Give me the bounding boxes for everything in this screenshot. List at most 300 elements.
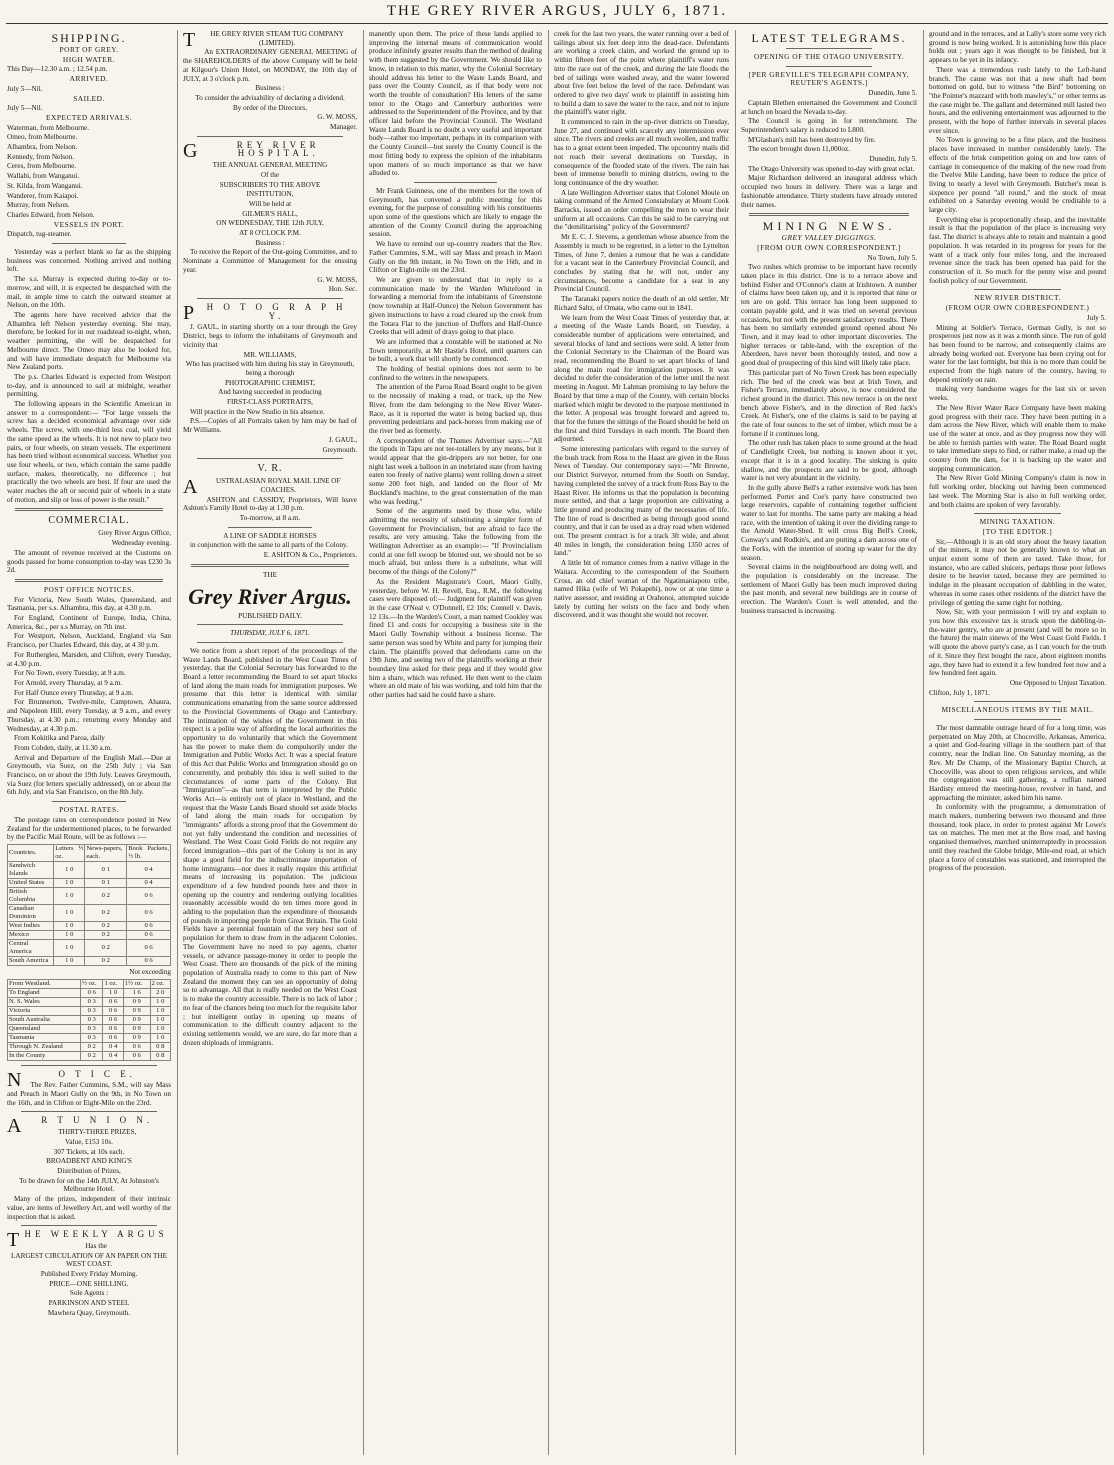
photography-ps: P.S.—Copies of all Portraits taken by him may be had of Mr Williams. bbox=[183, 417, 357, 435]
new-river-dateline: July 5. bbox=[1086, 313, 1106, 322]
telegrams-source: [PER GREVILLE'S TELEGRAPH COMPANY, REUTER'S AGENTS.] bbox=[748, 69, 910, 88]
vessels-text: Dispatch, tug-steamer. bbox=[7, 230, 72, 239]
list-item: Ceres, from Melbourne. bbox=[7, 162, 77, 171]
column-6 bbox=[929, 30, 1106, 1458]
table-cell: 0 2 bbox=[80, 1042, 103, 1051]
drop-cap: P bbox=[183, 301, 195, 324]
table-header-cell: 2 oz. bbox=[150, 979, 170, 988]
column-5 bbox=[741, 30, 917, 1458]
table-cell: 0 2 bbox=[85, 921, 127, 930]
paragraph: In conformity with the programme, a demonstration of match makers, numbering between two thousand and three thousand, took place, in order to protest against Mr Lowe's tax on matches. The men met at the Bow road, and having organised themselves, marched uninterruptedly in procession until they reached the Globe bridge, Mile-end road, at which place a force of constables was stationed, and interrupted the progress of the procession. bbox=[929, 803, 1106, 873]
paragraph: creek for the last two years, the water running over a bed of tailings about six feet deep into the dead-race. Defendants are working a creek claim, and worked the ground up to within fifteen feet of the point where plaintiff's water runs into the race out of the creek, and during the late floods the bed of tailings were washed away, and the water lowered about five feet below the level of the race. Defendant was ordered to give two days' work to plaintiff in assisting him to build a dam to save the water to the race, and not to injure the plaintiff's water right. bbox=[554, 30, 729, 117]
hospital-text: To receive the Report of the Out-going Committee, and to Nominate a Committee of Management for the ensuing year. bbox=[183, 248, 357, 274]
table-cell: 0 9 bbox=[123, 1015, 150, 1024]
list-item: Wanderer, from Kaiapoi. bbox=[7, 191, 79, 200]
table-row bbox=[8, 1042, 171, 1051]
table-cell: 1 0 bbox=[150, 1006, 170, 1015]
column-divider bbox=[548, 30, 549, 1455]
table-row bbox=[8, 930, 171, 939]
list-item: Wallabi, from Wanganui. bbox=[7, 172, 80, 181]
arrived-label: ARRIVED. bbox=[69, 74, 109, 84]
hospital-business-label: Business : bbox=[255, 238, 285, 247]
paragraph: For Victoria, New South Wales, Queensland, and Tasmania, per s.s. Alhambra, this day, at 4.30 p.m. bbox=[7, 595, 171, 613]
table-cell: Sandwich Islands bbox=[8, 861, 54, 878]
table-cell: 0 6 bbox=[103, 1024, 123, 1033]
art-union-tickets: 307 Tickets, at 10s each. bbox=[53, 1147, 125, 1156]
paragraph: In the gully above Bell's a rather extensive work has been performed. Porter and Coe's party have constructed two large reservoirs, capable of containing together sufficient water to last for months. The same party are making a head race, with the intention of taking it over the dividing range to the Arnold Water-Shed. It will cross Big Bell's Creek, Conway's and Rodkin's, and are putting a dam across one of the Forks, with the intention of storing up water for the dry season. bbox=[741, 483, 917, 562]
commercial-heading: COMMERCIAL. bbox=[48, 515, 130, 527]
table-cell: West Indies bbox=[8, 921, 54, 930]
photography-text-4: Will practice in the New Studio in his absence. bbox=[190, 407, 325, 416]
table-cell: 0 6 bbox=[127, 939, 171, 956]
list-item: Charles Edward, from Nelson. bbox=[7, 210, 95, 219]
table-cell: 0 4 bbox=[103, 1042, 123, 1051]
tug-signature: G. W. MOSS, bbox=[317, 113, 357, 122]
drop-cap: A bbox=[183, 476, 198, 499]
masthead: THE GREY RIVER ARGUS, JULY 6, 1871. bbox=[386, 2, 728, 19]
table-header-cell: Book Packets, ½ lb. bbox=[128, 844, 169, 860]
divider bbox=[197, 642, 343, 643]
drop-cap: T bbox=[7, 1229, 20, 1252]
divider bbox=[974, 719, 1061, 720]
weekly-address: Mawhera Quay, Greymouth. bbox=[47, 1308, 131, 1317]
table-cell: 0 2 bbox=[85, 939, 127, 956]
table-cell: 0 9 bbox=[123, 1024, 150, 1033]
paragraph: manently upon them. The price of these lands applied to improving the internal means of communication would produce infinitely greater results than the method of dealing with them suggested by the Government. We should like to know, in relation to this matter, why the Colonial Secretary should address his letter to the Waste Lands Board, and pass over the County Council, as if that body were not worth the trouble of consultation? His letters of the same tenor to the Otago and Canterbury authorities were addressed to the Superintendent of the Province, and by that officer laid before the Provincial Council. The Westland Waste Lands Board is no doubt a very useful and important body—rather too important, perhaps in its comparison with the County Council—but surely the County Council is the most fitting body to express the opinion of the inhabitants upon matters of so much importance as that we have alluded to. bbox=[369, 30, 542, 178]
divider bbox=[52, 243, 126, 244]
letter-signature: One Opposed to Unjust Taxation. bbox=[1009, 678, 1106, 687]
postal-rates-westland-table bbox=[7, 979, 171, 1061]
hospital-meeting: THE ANNUAL GENERAL MEETING bbox=[212, 161, 328, 170]
miscellaneous-heading: MISCELLANEOUS ITEMS BY THE MAIL. bbox=[941, 705, 1094, 715]
divider bbox=[786, 66, 872, 67]
paragraph: From Kokitika and Paroa, daily bbox=[14, 734, 105, 743]
notice-ad bbox=[7, 1070, 171, 1108]
telegrams-subheading: OPENING OF THE OTAGO UNIVERSITY. bbox=[753, 52, 904, 61]
table-cell: 0 3 bbox=[80, 1024, 103, 1033]
table-cell: United States bbox=[8, 878, 54, 887]
paragraph: We have to remind our up-country readers that the Rev. Father Cummins, S.M., will say Mass and preach in Maori Gully on the 9th instant, in No Town on the 16th, and in Clifton or Eight-mile on the 23rd. bbox=[369, 240, 542, 275]
table-cell: 1 0 bbox=[54, 887, 85, 904]
tug-company-text: An EXTRAORDINARY GENERAL MEETING of the SHAREHOLDERS of the above Company will be held at Kilgour's Union Hotel, on MONDAY, the 10th day of JULY, at 3 o'clock p.m. bbox=[183, 48, 357, 83]
table-cell: 1 0 bbox=[150, 1033, 170, 1042]
table-cell: 1 0 bbox=[54, 956, 85, 965]
column-divider bbox=[735, 30, 736, 1455]
divider bbox=[191, 564, 349, 567]
table-cell: 0 3 bbox=[80, 997, 103, 1006]
saddle-horses-heading: A LINE OF SADDLE HORSES bbox=[223, 531, 317, 540]
hospital-institution: INSTITUTION, bbox=[246, 190, 294, 199]
table-cell: 2 0 bbox=[150, 988, 170, 997]
weekly-has: Has the bbox=[85, 1241, 107, 1250]
royal-cipher: V. R. bbox=[257, 463, 283, 475]
divider bbox=[197, 136, 343, 137]
photography-heading: H O T O G R A P H Y. bbox=[206, 301, 347, 321]
paragraph: The escort brought down 11,000oz. bbox=[748, 145, 850, 154]
paragraph: M'Glashan's mill has been destroyed by fire. bbox=[748, 135, 876, 144]
table-cell: 1 0 bbox=[54, 939, 85, 956]
paragraph: The following appears in the Scientific American in answer to a correspondent:— "For large vessels the screw has a decided economical advantage over side wheels. The screw, with one-third less coal, will yield the same speed as the wheels. It is not new to place two pairs, or four wheels, on steam vessels. The experiment has been tried without economical success. Whether you use four wheels, or two, which contain the same paddle surface, makes, theoretically, no difference ; but practically the two wheels are best. If four are used the water reaches the aft or second pair of wheels in a state of motion, and slip or loss of power is the result." bbox=[7, 400, 171, 504]
mining-news-heading: MINING NEWS. bbox=[762, 219, 896, 234]
notice-heading: O T I C E. bbox=[58, 1068, 136, 1079]
paper-the: THE bbox=[263, 570, 277, 579]
photography-text: J. GAUL, in starting shortly on a tour through the Grey District, begs to inform the inhabitants of Greymouth and vicinity that bbox=[183, 323, 357, 349]
divider bbox=[974, 701, 1061, 702]
hospital-date: ON WEDNESDAY, THE 12th JULY, bbox=[216, 219, 324, 228]
photography-signature-place: Greymouth. bbox=[322, 445, 357, 454]
list-item: Murray, from Nelson. bbox=[7, 201, 70, 210]
paragraph: Some of the arguments used by those who, while admitting the necessity of substituting a simpler form of Government for Provincialism, but are afraid to face the results, are very amusing. Take the following from the Wellington Advertiser as an example:— "If Provincialism could at one fell swoop be blotted out, we should not be so much afraid, but unless there is a substitute, what will become of the things of the Colony?" bbox=[369, 507, 542, 577]
table-cell: South America bbox=[8, 956, 54, 965]
drop-cap: N bbox=[7, 1068, 22, 1091]
commercial-date: Wednesday evening. bbox=[111, 539, 171, 548]
table-row bbox=[8, 1024, 171, 1033]
table-cell: 0 6 bbox=[127, 887, 171, 904]
table-cell: Tasmania bbox=[8, 1033, 81, 1042]
table-cell: 0 6 bbox=[103, 1033, 123, 1042]
table-header-cell: Countries. bbox=[8, 844, 54, 861]
table-row bbox=[8, 861, 171, 878]
table-header-cell: News-papers, each. bbox=[85, 844, 127, 861]
table-cell: To England bbox=[8, 988, 81, 997]
mining-dateline: No Town, July 5. bbox=[867, 253, 917, 262]
hospital-time: AT 8 O'CLOCK P.M. bbox=[239, 229, 301, 238]
mining-taxation-to: [TO THE EDITOR.] bbox=[982, 526, 1053, 536]
table-cell: 0 3 bbox=[80, 1033, 103, 1042]
table-cell: 0 6 bbox=[123, 1042, 150, 1051]
table-cell: 1 0 bbox=[54, 930, 85, 939]
table-cell: 0 4 bbox=[103, 1051, 123, 1060]
table-cell: Central America bbox=[8, 939, 54, 956]
paragraph: Yesterday was a perfect blank so far as the shipping business was concerned. Nothing arrived and nothing left. bbox=[7, 248, 171, 274]
commercial-text: The amount of revenue received at the Customs on goods passed for home consumption to-day was £230 3s 2d. bbox=[7, 548, 171, 575]
art-union-drawn: To be drawn for on the 14th JULY, At Johnston's Melbourne Hotel. bbox=[19, 1176, 159, 1194]
table-row bbox=[8, 1006, 171, 1015]
paragraph: We are informed that a constable will be stationed at No Town temporarily, at Mr Hastie's Hotel, until quarters can be built, a work that will shortly be commenced. bbox=[369, 337, 542, 364]
table-header-cell: Letters ½ oz. bbox=[55, 844, 84, 860]
divider bbox=[21, 1225, 157, 1226]
photography-ad bbox=[183, 303, 357, 454]
paragraph: A correspondent of the Thames Advertiser says:—"All the tipuds in Tapu are not tee-totallers by any means, but it would appear that the gin-drippers are not better, for one night last week a balloon in an inebriated state (from having eaten too freely of native plants) went rolling down a street some 200 feet high, and landed on the floor of Mr Buckland's machine, to the great consternation of the man who was feeding." bbox=[369, 436, 542, 506]
telegram-dateline: Dunedin, July 5. bbox=[869, 155, 917, 164]
table-cell: 1 0 bbox=[54, 861, 85, 878]
paragraph: The other rush has taken place to some ground at the head of Candlelight Creek, but nothing is known about it yet, except that it is in a good locality. The sinking is quite shallow, and the prospects are said to be good, although water is not very abundant in the vicinity. bbox=[741, 439, 917, 483]
list-item: Omeo, from Melbourne. bbox=[7, 133, 78, 142]
art-union-prizes: THIRTY-THREE PRIZES, bbox=[58, 1128, 137, 1137]
weekly-argus-heading: HE WEEKLY ARGUS bbox=[24, 1229, 168, 1240]
paragraph: For No Town, every Tuesday, at 9 a.m. bbox=[14, 669, 126, 678]
list-item: Alhambra, from Nelson. bbox=[7, 143, 78, 152]
table-cell: 0 2 bbox=[85, 930, 127, 939]
list-item: St. Kilda, from Wanganui. bbox=[7, 181, 83, 190]
weekly-price: PRICE—ONE SHILLING. bbox=[49, 1279, 129, 1288]
weekly-agents: PARKINSON AND STEEL bbox=[48, 1299, 130, 1308]
editorial-paragraph: We notice from a short report of the proceedings of the Waste Lands Board, published in the West Coast Times of yesterday, that the Colonial Secretary has forwarded to the Board a letter recommending the Board to set apart blocks of land along the main roads for immigration purposes. We presume that this letter is identical with similar communications emanating from the same source addressed to the Provincial Governments of Otago and Canterbury. The intimation of the wishes of the Government in this respect is a polite way of affording the local authorities the opportunity to do voluntarily that which the Government has the power to make them do compulsorily under the Immigration and Public Works Act. It was a special feature of this Act that Public Works and Immigration should go on concurrently, and probably this idea is well suited to the circumstances of some parts of the Colony. But "Immigration"—as that term is interpreted by the Public Works Act—is entirely out of place in Westland, and the request that the Waste Lands Board should set aside blocks of land along the main roads for occupation by "immigrants" affords a strong proof that the Government do not yet fully understand the condition and necessities of Westland. The West Coast Gold Fields do not require any forced immigration—this part of the Colony is not in any shape a good field for the indiscriminate importation of home immigrants—nor does it really require this artificial means of increasing its population. The judicious expenditure of a few hundred pounds here and there in opening up the country and rendering outlying localities reasonably accessible would do ten times more good in adding to the population than the expenditure of thousands of pounds in importing people from Great Britain. The Gold Fields have a perennial fountain of the very best sort of population for them to draw from in the adjacent Colonies. The Government have no need to pay agents, charter vessels, or advance passage-money in order to people the West Coast. There are thousands of the pick of the mining population of Australia ready to come to this part of New Zealand the moment they can see an opportunity of doing so to advantage. All that is really needed on the West Coast is to make the country accessible. There is no lack of labor ; no fear of the chances being too much for the requisite labor ; but intelligent outlay in opening up means of communication to the difficult country adjacent to the existing settlements would, we are sure, do far more than a dozen shiploads of immigrants. bbox=[183, 646, 357, 1047]
table-cell: In the County bbox=[8, 1051, 81, 1060]
table-cell: 1 0 bbox=[150, 997, 170, 1006]
table-cell: Through N. Zealand bbox=[8, 1042, 81, 1051]
coaches-tomorrow: To-morrow, at 8 a.m. bbox=[239, 514, 301, 523]
table-cell: 1 0 bbox=[54, 904, 85, 921]
paragraph: We learn from the West Coast Times of yesterday that, at a meeting of the Waste Lands Board, on Tuesday, a considerable number of applications were entertained, and several blocks of land and sections were sold. A letter from the Colonial Secretary to the Chairman of the Board was read, recommending the Board to set apart blocks of land along the main road for immigration purposes. It was decided to defer the consideration of the letter until the next meeting in August. Mr Lahman promising to lay before the Board by that time a map of the County, with certain blocks marked which might be devoted to the purpose mentioned in the letter. A proposal was brought forward and agreed to, that for the future the sittings of the Board should be held on the first and third Tuesdays in each month. The Board then adjourned. bbox=[554, 313, 729, 444]
paragraph: A little bit of romance comes from a native village in the Waitara. According to the correspondent of the Southern Cross, an old chief woman of the Ngatimaniapoto tribe, named Hika (wife of Wi Pokapehi), now or at one time a native assessor, and residing at Orahonoi, attempted suicide lately by cutting her wrists on the face and body when discovered, and it was thought she would not recover. bbox=[554, 559, 729, 620]
mining-subheading: GREY VALLEY DIGGINGS. bbox=[781, 233, 877, 243]
table-cell: 0 6 bbox=[127, 904, 171, 921]
table-cell: Victoria bbox=[8, 1006, 81, 1015]
rates-subheading: Not exceeding bbox=[129, 967, 171, 976]
paragraph: Major Richardson delivered an inaugural address which occupied two hours in delivery. There was a large and fashionable attendance. Thirty students have already entered their names. bbox=[741, 174, 917, 209]
paragraph: For Brunnerton, Twelve-mile, Camptown, Ahaura, and Napoleon Hill, every Tuesday, at 9 a.m., and every Thursday, at 4.30 p.m.; returning every Monday and Wednesday, at 4.30 p.m. bbox=[7, 698, 171, 733]
table-cell: British Columbia bbox=[8, 887, 54, 904]
art-union-ad bbox=[7, 1116, 171, 1221]
post-office-heading: POST OFFICE NOTICES. bbox=[43, 584, 135, 594]
paragraph: This particular part of No Town Creek has been especially rich. The bed of the creek was best at Irish Town, and Fisher's Terrace, immediately above, is now considered the richest ground in the district. This new terrace is on the next bench above Fisher's, and in the direction of Red Jack's Creek. At Fisher's, one of the claims is said to be paying at the rate of four ounces to the set of timber, which must be a fortune if it continues long. bbox=[741, 368, 917, 438]
editorial-date: THURSDAY, JULY 6, 1871. bbox=[230, 629, 310, 638]
weekly-argus-ad bbox=[7, 1230, 171, 1317]
photography-text-2: Who has practised with him during his stay in Greymouth, being a thorough bbox=[185, 360, 355, 377]
table-row bbox=[8, 1015, 171, 1024]
table-header-cell: 1 oz. bbox=[103, 979, 123, 988]
paragraph: Mr E. C. J. Stevens, a gentleman whose absence from the Assembly is much to be regretted, in a letter to the Lyttelton Times, of June 7, denies a rumour that he was a candidate for a vacant seat in the Canterbury Provincial Council, and concludes by stating that he will not, under any circumstances, become a candidate for a seat in any Provincial Council. bbox=[554, 233, 729, 294]
table-cell: 0 9 bbox=[123, 1033, 150, 1042]
table-cell: 0 4 bbox=[127, 878, 171, 887]
divider bbox=[228, 527, 312, 528]
paragraph: There was a tremendous rush lately to the Left-hand branch. The cause was not that a new shaft had been bottomed on gold, but to witness "the Bird" bottoming on "the Pointer's mazzard with both mawley's," or other terms as the case might be. The gallant and determined mill lasted two hours, and the enlivening entertainment was adjourned to the present, with the hope of further intervals in several places ever since. bbox=[929, 65, 1106, 135]
hospital-held: Will be held at bbox=[248, 199, 292, 208]
table-row bbox=[8, 997, 171, 1006]
paragraph: For Ruthergleu, Marsden, and Clifton, every Tuesday, at 4.30 p.m. bbox=[7, 650, 171, 668]
column-4 bbox=[554, 30, 729, 1458]
vessels-label: VESSELS IN PORT. bbox=[53, 219, 125, 229]
table-cell: 0 2 bbox=[85, 887, 127, 904]
photography-text-3: And having succeeded in producing bbox=[218, 388, 322, 397]
table-cell: 0 1 bbox=[85, 878, 127, 887]
hospital-signature-title: Hon. Sec. bbox=[328, 285, 357, 294]
paragraph: The Council is going in for retrenchment. The Superintendent's salary is reduced to L800. bbox=[741, 117, 917, 134]
paragraph: Two rushes which promise to be important have recently taken place in this district. One is to a terrace above and behind Fisher and O'Connor's claim at Irishtown. A number of claims have been taken up, and it is reported that nine or ten are on gold. This terrace has long been supposed to contain payable gold, and it was tried on several previous occasions, but not with the present satisfactory results. There has been no similarly extended ground opened about No Town, and it may lead to other important discoveries. The higher terraces or table-land, with the exception of the Aberdeen, have never been thoroughly tested, and now a good deal of prospecting of this kind will likely take place. bbox=[741, 263, 917, 368]
table-cell: 1 0 bbox=[150, 1024, 170, 1033]
drop-cap: G bbox=[183, 139, 198, 162]
divider bbox=[974, 513, 1061, 514]
paragraph: For Westport, Nelson, Auckland, England via San Francisco, per Charles Edward, this day, at 4 30 p.m. bbox=[7, 632, 171, 650]
table-cell: 0 2 bbox=[80, 1051, 103, 1060]
table-header-cell: 1½ oz. bbox=[123, 979, 150, 988]
divider bbox=[749, 213, 909, 216]
table-cell: 1 0 bbox=[103, 988, 123, 997]
telegrams-heading: LATEST TELEGRAMS. bbox=[751, 31, 907, 45]
paragraph: The most damnable outrage heard of for a long time, was perpetrated on May 20th, at Chocoville, Arkansas, America, a quiet and God-fearing village in the southern part of that country, near the Indian line. On Saturday morning, as the Rev. Mr De Champ, of the Missionary Baptist Church, at Chocoville, was about to open religious services, and while the congregation was still gathering, a ruffian named Hardisty entered the meeting-house, revolver in hand, and approaching the minister, asked him his name. bbox=[929, 724, 1106, 802]
table-cell: 0 6 bbox=[103, 997, 123, 1006]
table-cell: Canadian Dominion bbox=[8, 904, 54, 921]
art-union-heading: R T U N I O N. bbox=[41, 1115, 154, 1126]
table-cell: N. S. Wales bbox=[8, 997, 81, 1006]
paper-title: Grey River Argus. bbox=[188, 583, 352, 609]
column-divider bbox=[363, 30, 364, 1455]
coaches-heading: USTRALASIAN ROYAL MAIL LINE OF COACHES. bbox=[216, 477, 341, 494]
divider bbox=[197, 298, 343, 299]
paragraph: ground and in the terraces, and at Lally's store some very rich ground is now being worked. It is astonishing how this place holds out ; years ago it was thought to be finished, but it appears to be yet in its infancy. bbox=[929, 30, 1106, 65]
table-cell: 0 3 bbox=[80, 1006, 103, 1015]
divider bbox=[197, 458, 343, 459]
paragraph: The Taranaki papers notice the death of an old settler, Mr Richard Saltz, of Omata, who came out in 1841. bbox=[554, 295, 729, 312]
table-row bbox=[8, 1033, 171, 1042]
paragraph: Several claims in the neighbourhood are doing well, and the population is considerably on the increase. The settlement of Maori Gully has been much improved during the past month, and several new buildings are in course of erection. The Warden's Court is well attended, and the business transacted is increasing. bbox=[741, 563, 917, 615]
paragraph: Everything else is proportionally cheap, and the inevitable result is that the population of the place is increasing very fast. The district is always able to retain and maintain a good population. It was retarded in its progress for years for the want of a track only four miles long, and the increased revenue since the track has been opened has paid for the construction of it. So much for the penny wise and pound foolish policy of our Government. bbox=[929, 215, 1106, 285]
postal-rates-table bbox=[7, 844, 171, 966]
table-cell: 0 2 bbox=[85, 904, 127, 921]
divider bbox=[52, 801, 126, 802]
table-cell: 0 3 bbox=[80, 1015, 103, 1024]
arrived-text: July 5—Nil. bbox=[7, 84, 43, 93]
table-row bbox=[8, 988, 171, 997]
list-item: Kennedy, from Nelson. bbox=[7, 152, 74, 161]
table-cell: 1 0 bbox=[54, 921, 85, 930]
paragraph: No Town is growing to be a fine place, and the business places have increased in number considerably lately. The effects of the brisk competition going on and low rates of carriage in consequence of the making of the new road from the Twelve Mile Landing, have been to reduce the price of living to nearly a level with Greymouth. Butcher's meat is sixpence per pound "all round," and the stock of meat exhibited on a Saturday evening would be creditable to a large city. bbox=[929, 136, 1106, 215]
photography-name: MR. WILLIAMS, bbox=[243, 350, 297, 359]
paragraph: The New River Water Race Company have been making good progress with their race. They have been putting in a dam across the New River, which will enable them to make use of the water at once, and as they progress now they will be able to furnish parties with water. The Road Board ought to take immediate steps to find, or rather make, a road up the country from the dam, for it is backing up the water and stopping communication. bbox=[929, 403, 1106, 473]
tug-order: By order of the Directors, bbox=[232, 103, 308, 112]
photography-signature: J. GAUL, bbox=[328, 435, 357, 444]
table-cell: Mexico bbox=[8, 930, 54, 939]
letter-place-date: Clifton, July 1, 1871. bbox=[929, 688, 991, 697]
paragraph: The New River Gold Mining Company's claim is now in full working order, blocking out having been commenced last week. The Morning Star is also in full working order, and both claims are spoken of very favorably. bbox=[929, 474, 1106, 509]
column-divider bbox=[177, 30, 178, 1455]
table-row bbox=[8, 887, 171, 904]
table-cell: 1 0 bbox=[150, 1015, 170, 1024]
paragraph: As the Resident Magistrate's Court, Maori Gully, yesterday, before W. H. Revell, Esq., R.M., the following cases were disposed of:— Judgment for plaintiff was given in the case O'Neal v. O'Donnell, £2 10s; Connell v. Davis, 12 13s.—In the Warden's Court, a man named Cookley was fined £1 and costs for occupying a business site in the Maori Gully Township without a business license. The same person was sued by White and party for jumping their claim. The plaintiffs proved that defendants came on the 19th June, and seeing two of the plaintiffs working at their boundary line asked for their pegs and if they would give him a share, which was refused. He then went to the claim where an old mate of his was working, and told him that the other parties had said he could have a share. bbox=[369, 577, 542, 700]
drop-cap: A bbox=[7, 1115, 22, 1138]
masthead-rule bbox=[6, 23, 1108, 24]
table-row bbox=[8, 939, 171, 956]
coaches-ad bbox=[183, 477, 357, 560]
mining-taxation-heading: MINING TAXATION. bbox=[979, 517, 1056, 527]
new-river-heading: NEW RIVER DISTRICT. bbox=[974, 293, 1061, 303]
divider bbox=[414, 182, 497, 183]
divider bbox=[974, 289, 1061, 290]
table-cell: 0 6 bbox=[127, 956, 171, 965]
table-cell: 0 4 bbox=[127, 861, 171, 878]
expected-arrivals-list bbox=[7, 124, 171, 220]
hospital-hall: GILMER'S HALL, bbox=[242, 209, 298, 218]
hospital-ad bbox=[183, 141, 357, 294]
paragraph: For Half Ounce every Thursday, at 9 a.m. bbox=[14, 688, 134, 697]
list-item: Waterman, from Melbourne. bbox=[7, 123, 90, 132]
hospital-heading: REY RIVER HOSPITAL. bbox=[236, 139, 320, 159]
paragraph: Mr Frank Guinness, one of the members for the town of Greymouth, has convened a public meeting for this evening, for the purpose of consulting with his constituents upon some of the questions which are likely to engage the attention of the County Council during the approaching session. bbox=[369, 186, 542, 239]
table-cell: 0 8 bbox=[150, 1042, 170, 1051]
table-cell: 0 6 bbox=[103, 1015, 123, 1024]
art-union-distribution: Distribution of Prizes, bbox=[57, 1166, 121, 1175]
divider bbox=[21, 1111, 157, 1112]
table-header-cell: From Westland. bbox=[8, 979, 81, 988]
column-divider bbox=[923, 30, 924, 1455]
column-1 bbox=[7, 30, 171, 1458]
tug-company-heading: HE GREY RIVER STEAM TUG COMPANY (LIMITED). bbox=[210, 30, 344, 47]
art-union-text: Many of the prizes, independent of their intrinsic value, are items of Jewellery Art, and well worthy of the inspection that is asked. bbox=[7, 1195, 171, 1221]
table-cell: 0 6 bbox=[123, 1051, 150, 1060]
port-heading: PORT OF GREY. bbox=[59, 45, 119, 54]
paragraph: The holding of bestial opinions does not seem to be confined to the writers in the newspapers. bbox=[369, 365, 542, 382]
table-cell: 0 8 bbox=[150, 1051, 170, 1060]
tug-business-text: To consider the advisability of declaring a dividend. bbox=[195, 93, 345, 102]
table-cell: 1 6 bbox=[123, 988, 150, 997]
column-3 bbox=[369, 30, 542, 1458]
letter-paragraph: Now, Sir, with your permission I will try and explain to you how this excessive tax is struck upon the dabbling-in-the-water gentry, who are at present (and will be more so in the future) the main sinews of the West Coast Gold Fields. I will quote the above party's case, as I can vouch for the truth of it. Since they first bought the race, about eighteen months ago, they have had to extend it a few hundred feet now and a few hundred feet again. bbox=[929, 608, 1106, 678]
paragraph: Captain Blethen entertained the Government and Council at lunch on board the Nevada to-day. bbox=[741, 98, 917, 116]
paragraph: The attention of the Paroa Road Board ought to be given to the necessity of making a road, or track, up the New River, from the dam belonging to the New River Water-Race, as it is reported the water is being backed up, thus preventing pedestrians and pack-horses from making use of the river bed as formerly. bbox=[369, 383, 542, 435]
letter-paragraph: Sir,—Although it is an old story about the heavy taxation of the miners, it may not be generally known to what an unjust extent some of them are taxed. Take those, for instance, who are called sluicers, perhaps those poor fellows desire to be heavier taxed, because they are permitted to indulge in the pleasant occupation of dabbling in the water, whereas in some cases other residents of the district have the privilege of getting the same right for nothing. bbox=[929, 537, 1106, 607]
table-row bbox=[8, 1051, 171, 1060]
table-cell: 0 6 bbox=[127, 921, 171, 930]
paper-published: PUBLISHED DAILY. bbox=[238, 611, 302, 620]
postal-intro: The postage rates on correspondence posted in New Zealand for the undermentioned places, to be forwarded by the Pacific Mail Route, will be as follows :— bbox=[7, 815, 171, 842]
commercial-office: Grey River Argus Office, bbox=[98, 529, 171, 538]
divider bbox=[21, 1065, 157, 1066]
high-water-label: HIGH WATER. bbox=[62, 54, 116, 64]
new-river-correspondent: (FROM OUR OWN CORRESPONDENT.) bbox=[945, 303, 1090, 313]
paragraph: For Arnold, every Thursday, at 9 a.m. bbox=[14, 679, 122, 687]
table-header-cell: ½ oz. bbox=[80, 979, 103, 988]
table-header-row bbox=[8, 844, 171, 861]
table-cell: South Australia bbox=[8, 1015, 81, 1024]
hospital-subscribers: SUBSCRIBERS TO THE ABOVE bbox=[219, 180, 321, 189]
paragraph: The Otago University was opened to-day with great eclat. bbox=[748, 164, 915, 173]
table-row bbox=[8, 878, 171, 887]
saddle-horses-text: in conjunction with the same to all parts of the Colony. bbox=[190, 541, 348, 550]
sailed-text: July 5—Nil. bbox=[7, 104, 43, 113]
table-cell: 0 6 bbox=[80, 988, 103, 997]
divider bbox=[15, 508, 163, 511]
tug-business-label: Business : bbox=[255, 84, 285, 93]
paragraph: It commenced to rain in the up-river districts on Tuesday, June 27, and continued with scarcely any intermission ever since. The rivers and creeks are all much swollen, and traffic has to a great extent been impeded. The upcountry mails did not reach their several destinations on Tuesday, in consequence of the flooded state of the rivers. The rain has been of immense benefit to mining districts, owing to the long continuance of the dry weather. bbox=[554, 118, 729, 187]
table-cell: Queensland bbox=[8, 1024, 81, 1033]
table-cell: 0 9 bbox=[123, 997, 150, 1006]
paragraph: Arrival and Departure of the English Mail.—Due at Greymouth, via Suez, on the 25th July ; via San Francisco, on or about the 19th July. Leaves Greymouth, via Suez (for letters specially addressed), on or about the 6th July, and via San Francisco, on the 8th July. bbox=[7, 753, 171, 797]
paragraph: From Cobden, daily, at 11.30 a.m. bbox=[14, 743, 112, 752]
telegram-dateline: Dunedin, June 5. bbox=[868, 89, 917, 98]
hospital-signature: G. W. MOSS, bbox=[317, 275, 357, 284]
weekly-agents-label: Sole Agents : bbox=[69, 1289, 109, 1298]
mining-correspondent: [FROM OUR OWN CORRESPONDENT.] bbox=[757, 242, 901, 252]
tug-signature-title: Manager. bbox=[330, 123, 357, 132]
table-cell: 0 6 bbox=[127, 930, 171, 939]
paragraph: We are given to understand that in reply to a communication made by the Warden Whitefoord in forwarding a memorial from the inhabitants of Greenstone (now township at Half-Ounce) the Nelson Government has given instructions to have a road cleared up the creek from the Totara Flat to the junction of Duffers and Half-Ounce Creeks that will admit of drays going to that place. bbox=[369, 275, 542, 337]
paragraph: The agents here have received advice that the Alhambra left Nelson yesterday evening. She may, therefore, be looked for in our roadstead to-night, when, weather permitting, she will be despatched for Melbourne direct. The Omeo may also be looked for, and will have immediate despatch for Melbourne via New Zealand ports. bbox=[7, 310, 171, 372]
hospital-of: Of the bbox=[260, 170, 280, 179]
coaches-text: ASHTON and CASSIDY, Proprietors, Will leave Ashton's Family Hotel to-day at 1.30 p.m. bbox=[183, 495, 357, 513]
table-cell: 1 0 bbox=[54, 878, 85, 887]
weekly-published: Published Every Friday Morning. bbox=[40, 1270, 138, 1279]
shipping-heading: SHIPPING. bbox=[51, 31, 127, 45]
table-cell: 0 6 bbox=[103, 1006, 123, 1015]
column-2 bbox=[183, 30, 357, 1458]
paragraph: The p.s. Charles Edward is expected from Westport to-day, and is announced to sail at midnight, weather permitting. bbox=[7, 372, 171, 399]
table-cell: 0 2 bbox=[85, 956, 127, 965]
table-header-row bbox=[8, 979, 171, 988]
paragraph: making very handsome wages for the last six or seven weeks. bbox=[929, 385, 1106, 403]
divider bbox=[786, 48, 872, 49]
drop-cap: T bbox=[183, 30, 196, 51]
high-water-times: This Day—12.30 a.m. ; 12.54 p.m. bbox=[7, 65, 108, 74]
coaches-signature: E. ASHTON & Co., Proprietors. bbox=[263, 551, 357, 560]
paragraph: For England, Continent of Europe, India, China, America, &c., per s.s Murray, on 7th inst. bbox=[7, 614, 171, 631]
table-cell: 0 1 bbox=[85, 861, 127, 878]
table-row bbox=[8, 904, 171, 921]
photography-portraits: FIRST-CLASS PORTRAITS, bbox=[227, 398, 313, 407]
art-union-value: Value, £153 10s. bbox=[65, 1137, 113, 1146]
tug-company-ad bbox=[183, 30, 357, 132]
paragraph: The s.s. Murray is expected during to-day or to-morrow, and will, it is expected be despatched with the mail, in ample time to catch the outward steamer at Nelson, on the 10th. bbox=[7, 275, 171, 310]
